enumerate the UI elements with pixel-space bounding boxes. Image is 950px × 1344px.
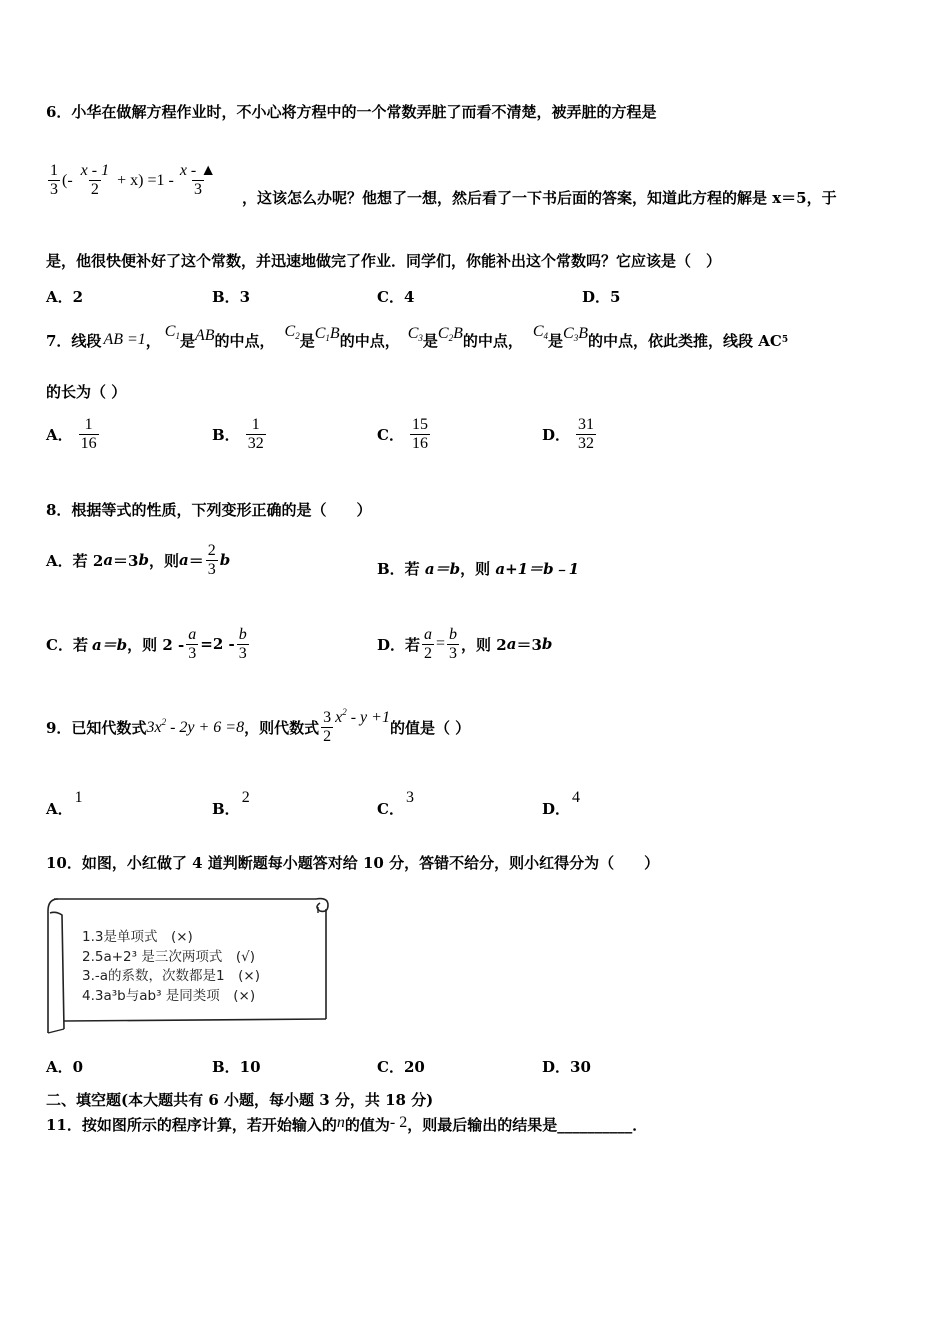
q8-option-c: C．若 a＝b ，则 2 - $\frac{a}{3}$ =2 - $\frac{b}{3}$ (46, 625, 247, 662)
q6-option-d: D．5 (582, 288, 621, 306)
scroll-text (82, 928, 260, 1006)
q6-open-paren: (- (62, 171, 73, 189)
q10-option-c: C．20 (377, 1058, 425, 1076)
q11-stem: 11．按如图所示的程序计算，若开始输入的n的值为- 2，则最后输出的结果是__________． (46, 1114, 648, 1134)
q6-option-c: C．4 (377, 288, 415, 306)
q8-option-d: D．若 $\frac{a}{2}$ = $\frac{b}{3}$ ，则 2 a ＝3 b (377, 625, 553, 662)
q6-outer-fraction: $\frac{1}{3}$ (50, 162, 58, 198)
q10-stem: 10．如图，小红做了 4 道判断题每小题答对给 10 分，答错不给分，则小红得分为（ ） (46, 854, 660, 872)
q8-stem: 8．根据等式的性质，下列变形正确的是（ ） (46, 501, 372, 519)
section2-heading: 二、填空题(本大题共有 6 小题，每小题 3 分，共 18 分) (46, 1091, 434, 1109)
q7-line2: 的长为（ ） (46, 383, 127, 401)
q7-option-d: D． $\frac{31}{32}$ (542, 416, 595, 452)
q9-stem: 9．已知代数式 $3x^2 - 2y + 6 =8$ ，则代数式 $\frac{3}{2}$ $x^2 - y +1$ 的值是（ ） (46, 707, 471, 745)
q6-right-fraction: $\frac{x - ▲}{3}$ (179, 162, 217, 198)
q9-option-a: A．1 (46, 789, 83, 818)
smudged-triangle-icon: ▲ (200, 162, 217, 179)
q8-option-a: A．若 2 a ＝3 b ，则 a ＝ $\frac{2}{3}$ b (46, 541, 231, 578)
q9-option-d: D．4 (542, 789, 581, 818)
q9-option-b: B．2 (212, 789, 250, 818)
q7-option-a: A． $\frac{1}{16}$ (46, 416, 97, 452)
scroll-line-2: 2.5a+2³ 是三次两项式 (√) (82, 948, 255, 965)
q6-equation (46, 162, 220, 199)
q9-option-c: C．3 (377, 789, 414, 818)
q6-inner-fraction: $\frac{x - 1}{2}$ (80, 162, 110, 198)
q7-stem: 7．线段 AB =1 ， $C_1$ 是 AB 的中点， $C_2$ 是 $C_1B$ 的中点， $C_3$ 是 $C_2B$ 的中点， $C_4$ 是 $C_3B$ 的中点，依此类推，线段 AC 5 (46, 323, 789, 350)
q6-option-b: B．3 (212, 288, 251, 306)
q6-plus-x: + x) (117, 171, 144, 189)
q6-option-a: A．2 (46, 288, 84, 306)
q8-option-b: B．若 a＝b，则 a+1＝b﹣1 (377, 560, 580, 578)
answer-blank[interactable]: __________ (557, 1116, 633, 1134)
q6-equals-one: =1 - (147, 171, 174, 189)
scroll-line-4: 4.3a³b与ab³ 是同类项 (×) (82, 987, 256, 1004)
q10-option-b: B．10 (212, 1058, 261, 1076)
scroll-line-3: 3.-a的系数，次数都是1 (×) (82, 968, 260, 984)
q6-line3: 是，他很快便补好了这个常数，并迅速地做完了作业．同学们，你能补出这个常数吗？它应该是（ ） (46, 252, 722, 270)
q6-line1: 6．小华在做解方程作业时，不小心将方程中的一个常数弄脏了而看不清楚，被弄脏的方程是 (46, 103, 657, 121)
q10-option-a: A．0 (46, 1058, 84, 1076)
q7-option-b: B． $\frac{1}{32}$ (212, 416, 264, 452)
q10-option-d: D．30 (542, 1058, 591, 1076)
q7-option-c: C． $\frac{15}{16}$ (377, 416, 428, 452)
q6-line2: ，这该怎么办呢？他想了一想，然后看了一下书后面的答案，知道此方程的解是 x＝5，于 (242, 189, 837, 207)
scroll-line-1: 1.3是单项式 (×) (82, 929, 193, 945)
